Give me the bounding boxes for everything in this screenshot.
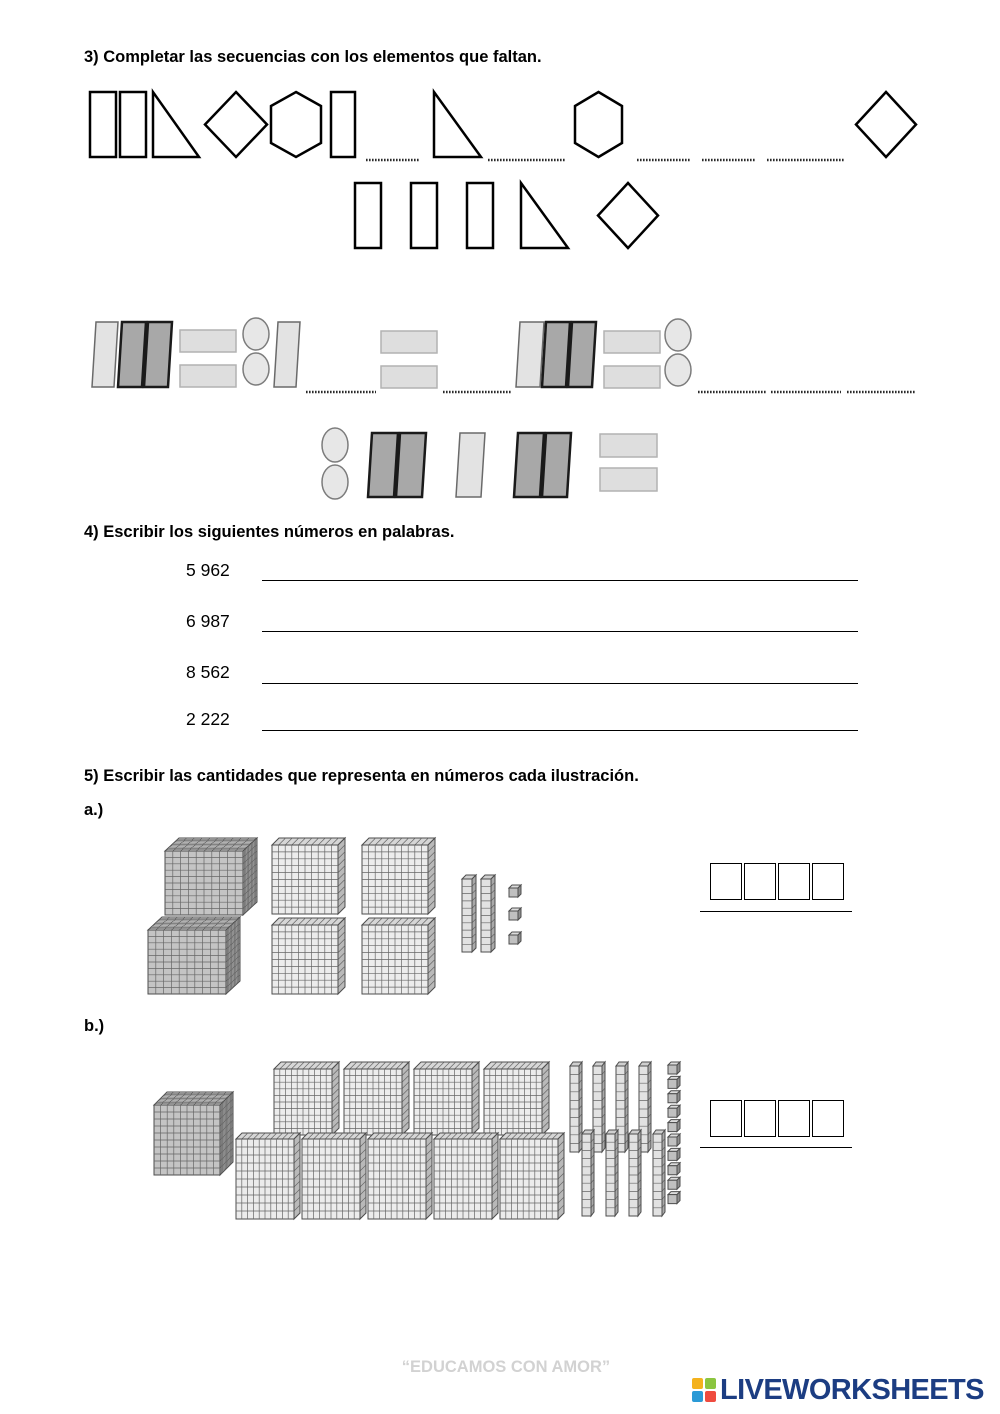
- words-answer-line[interactable]: [262, 580, 858, 581]
- sequence-shape-flat-rectangle: [180, 330, 236, 352]
- ten-rod-block: [593, 1062, 605, 1152]
- block-face: [509, 911, 518, 920]
- liveworksheets-logo-icon: [692, 1378, 716, 1402]
- sequence-figures: [0, 80, 1000, 510]
- block-face: [509, 935, 518, 944]
- sequence-shape-dark-bar: [542, 322, 570, 387]
- unit-cube-block: [509, 908, 521, 920]
- answer-piece-dark-bar[interactable]: [396, 433, 426, 497]
- sequence-shape-diamond: [205, 92, 267, 157]
- sequence-shape-hexagon: [271, 92, 321, 157]
- sequence-shape-flat-rectangle: [180, 365, 236, 387]
- unit-cube-block: [668, 1148, 680, 1160]
- block-face: [668, 1123, 677, 1132]
- block-face: [668, 1195, 677, 1204]
- answer-piece-flat-rectangle[interactable]: [600, 434, 657, 457]
- answer-piece-flat-rectangle[interactable]: [600, 468, 657, 491]
- sequence-shape-dark-bar: [568, 322, 596, 387]
- sequence-shape-triangle: [153, 92, 199, 157]
- number-label: 8 562: [186, 662, 230, 682]
- answer-piece-light-bar[interactable]: [456, 433, 485, 497]
- unit-cube-block: [668, 1134, 680, 1146]
- ten-rod-block: [481, 875, 495, 952]
- sequence-shape-triangle: [434, 92, 481, 157]
- sequence-shape-dark-bar: [144, 322, 172, 387]
- ten-rod-block: [462, 875, 476, 952]
- block-face: [668, 1137, 677, 1146]
- unit-cube-block: [668, 1120, 680, 1132]
- item-b-label: b.): [84, 1017, 105, 1035]
- logo-tile: [692, 1378, 703, 1389]
- item-a-answer-boxes: [710, 863, 844, 900]
- block-face: [668, 1065, 677, 1074]
- hundred-flat-block: [236, 1133, 300, 1219]
- thousand-cube-block: [165, 838, 257, 915]
- answer-piece-dark-bar[interactable]: [514, 433, 544, 497]
- section-4-heading: 4) Escribir los siguientes números en palabras.: [84, 523, 455, 541]
- section-3-heading: 3) Completar las secuencias con los elementos que faltan.: [84, 48, 542, 66]
- block-face: [668, 1151, 677, 1160]
- item-b-answer-underline: [700, 1147, 852, 1148]
- hundred-flat-block: [500, 1133, 564, 1219]
- answer-piece-dark-bar[interactable]: [368, 433, 398, 497]
- thousand-cube-block: [154, 1092, 233, 1175]
- unit-cube-block: [509, 932, 521, 944]
- hundred-flat-block: [414, 1062, 479, 1135]
- block-face: [668, 1079, 677, 1088]
- answer-piece-rectangle[interactable]: [411, 183, 437, 248]
- sequence-shape-rectangle: [120, 92, 146, 157]
- ten-rod-block: [653, 1130, 665, 1216]
- digit-box-thousands[interactable]: [710, 1100, 742, 1137]
- unit-cube-block: [509, 885, 521, 897]
- unit-cube-block: [668, 1105, 680, 1117]
- block-face: [509, 888, 518, 897]
- footer-motto: “EDUCAMOS CON AMOR”: [401, 1358, 611, 1376]
- hundred-flat-block: [368, 1133, 432, 1219]
- sequence-shape-circle: [665, 319, 691, 351]
- sequence-shape-light-bar: [92, 322, 118, 387]
- hundred-flat-block: [272, 838, 345, 914]
- digit-box-hundreds[interactable]: [744, 863, 776, 900]
- number-label: 5 962: [186, 560, 230, 580]
- digit-box-tens[interactable]: [778, 863, 810, 900]
- number-label: 6 987: [186, 611, 230, 631]
- answer-piece-rectangle[interactable]: [467, 183, 493, 248]
- answer-piece-rectangle[interactable]: [355, 183, 381, 248]
- sequence-shape-hexagon: [575, 92, 622, 157]
- sequence-shape-circle: [665, 354, 691, 386]
- item-a-answer-underline: [700, 911, 852, 912]
- thousand-cube-block: [148, 917, 240, 994]
- unit-cube-block: [668, 1076, 680, 1088]
- words-answer-line[interactable]: [262, 730, 858, 731]
- answer-piece-circle[interactable]: [322, 465, 348, 499]
- hundred-flat-block: [362, 838, 435, 914]
- answer-piece-circle[interactable]: [322, 428, 348, 462]
- sequence-shape-flat-rectangle: [604, 331, 660, 353]
- item-b-blocks: [154, 1062, 680, 1219]
- base-ten-blocks: [0, 820, 1000, 1230]
- item-a-label: a.): [84, 801, 104, 819]
- sequence-shape-light-bar: [274, 322, 300, 387]
- sequence-shape-flat-rectangle: [381, 366, 437, 388]
- logo-tile: [705, 1391, 716, 1402]
- answer-piece-dark-bar[interactable]: [542, 433, 571, 497]
- answer-piece-triangle[interactable]: [521, 183, 568, 248]
- ten-rod-block: [606, 1130, 618, 1216]
- hundred-flat-block: [362, 918, 435, 994]
- sequence-shape-flat-rectangle: [381, 331, 437, 353]
- unit-cube-block: [668, 1062, 680, 1074]
- answer-piece-diamond[interactable]: [598, 183, 658, 248]
- section-5-heading: 5) Escribir las cantidades que representa en números cada ilustración.: [84, 767, 639, 785]
- hundred-flat-block: [484, 1062, 549, 1135]
- logo-tile: [705, 1378, 716, 1389]
- logo-tile: [692, 1391, 703, 1402]
- sequence-shape-circle: [243, 353, 269, 385]
- words-answer-line[interactable]: [262, 683, 858, 684]
- sequence-shape-light-bar: [516, 322, 544, 387]
- block-face: [668, 1108, 677, 1117]
- ten-rod-block: [582, 1130, 594, 1216]
- ten-rod-block: [570, 1062, 582, 1152]
- block-face: [668, 1166, 677, 1175]
- sequence-shape-rectangle: [90, 92, 116, 157]
- sequence-shape-flat-rectangle: [604, 366, 660, 388]
- hundred-flat-block: [302, 1133, 366, 1219]
- digit-box-thousands[interactable]: [710, 863, 742, 900]
- sequence-shape-diamond: [856, 92, 916, 157]
- hundred-flat-block: [272, 918, 345, 994]
- item-b-answer-boxes: [710, 1100, 844, 1137]
- number-label: 2 222: [186, 709, 230, 729]
- sequence-shape-dark-bar: [118, 322, 146, 387]
- unit-cube-block: [668, 1192, 680, 1204]
- words-answer-line[interactable]: [262, 631, 858, 632]
- hundred-flat-block: [274, 1062, 339, 1135]
- unit-cube-block: [668, 1091, 680, 1103]
- digit-box-units[interactable]: [812, 863, 844, 900]
- item-a-blocks: [148, 838, 521, 994]
- sequence-shape-circle: [243, 318, 269, 350]
- unit-cube-block: [668, 1163, 680, 1175]
- hundred-flat-block: [434, 1133, 498, 1219]
- hundred-flat-block: [344, 1062, 409, 1135]
- digit-box-units[interactable]: [812, 1100, 844, 1137]
- liveworksheets-logo-text[interactable]: LIVEWORKSHEETS: [720, 1374, 984, 1406]
- unit-cube-block: [668, 1177, 680, 1189]
- block-face: [668, 1094, 677, 1103]
- digit-box-hundreds[interactable]: [744, 1100, 776, 1137]
- sequence-shape-rectangle: [331, 92, 355, 157]
- ten-rod-block: [629, 1130, 641, 1216]
- digit-box-tens[interactable]: [778, 1100, 810, 1137]
- block-face: [668, 1180, 677, 1189]
